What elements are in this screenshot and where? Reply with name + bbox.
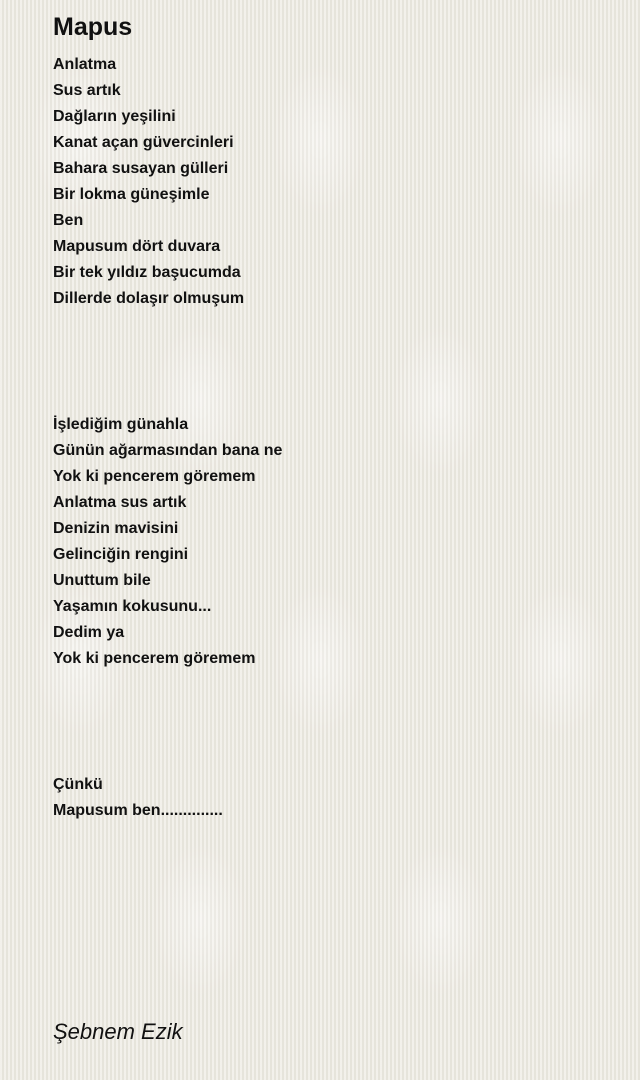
poem-line: Mapusum dört duvara [53,238,221,255]
poem-line: Kanat açan güvercinleri [53,134,234,151]
poem-line: Sus artık [53,82,121,99]
poem-line: Unuttum bile [53,572,151,589]
poem-title: Mapus [53,13,133,41]
poem-stanza-3 [53,772,223,824]
poem-line: Ben [53,212,84,229]
poem-line: Anlatma sus artık [53,494,187,511]
poem-stanza-2 [53,412,282,672]
poem-line: Denizin mavisini [53,520,179,537]
poem-line: İşlediğim günahla [53,416,189,433]
poem-line: Dedim ya [53,624,125,641]
poem-line: Gelinciğin rengini [53,546,189,563]
poem-line: Çünkü [53,776,103,793]
poem-line: Bir tek yıldız başucumda [53,264,241,281]
poem-line: Mapusum ben.............. [53,802,223,819]
poem-line: Dillerde dolaşır olmuşum [53,290,245,307]
poem-author: Şebnem Ezik [53,1019,183,1044]
poem-line: Yaşamın kokusunu... [53,598,212,615]
poem-line: Anlatma [53,56,117,73]
poem-line: Bahara susayan gülleri [53,160,229,177]
poem-line: Yok ki pencerem göremem [53,468,256,485]
poem-line: Dağların yeşilini [53,108,176,125]
poem-stanza-1 [53,52,244,312]
poem-line: Bir lokma güneşimle [53,186,210,203]
poem-line: Günün ağarmasından bana ne [53,442,283,459]
poem-line: Yok ki pencerem göremem [53,650,256,667]
